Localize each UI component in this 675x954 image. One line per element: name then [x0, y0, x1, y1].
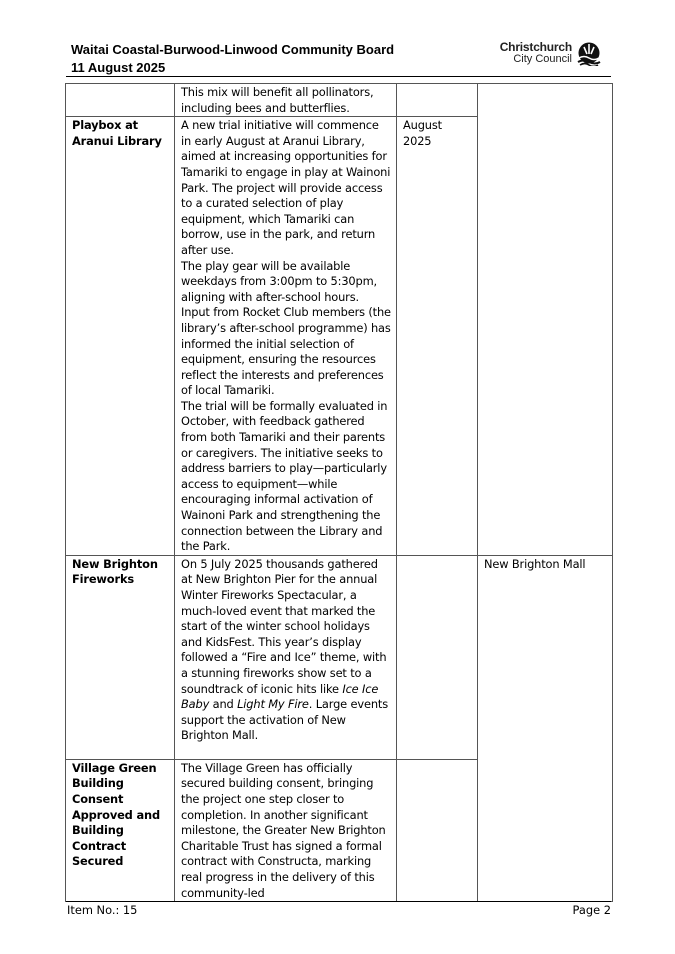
row-description: [175, 759, 397, 901]
header-rule: [66, 76, 611, 77]
row-description: [175, 84, 397, 117]
description-text: . Large events support the activation of New Brighton Mall.: [181, 697, 388, 743]
row-date: [397, 555, 478, 759]
table-row: [66, 84, 613, 117]
row-title: Village Green Building Consent Approved and Building Contract Secured: [66, 759, 175, 901]
description-paragraph: A new trial initiative will commence in early August at Aranui Library, aimed at increasing opportunities for Tamariki to engage in play at Wainoni Park. The project will provide access to a curated selection of play equipment, which Tamariki can borrow, use in the park, and return after use.: [181, 118, 391, 257]
row-date: [397, 759, 478, 901]
row-title: Playbox at Aranui Library: [66, 117, 175, 556]
row-location: New Brighton Mall: [478, 555, 613, 759]
activity-table: [65, 83, 613, 902]
council-logo: [498, 41, 602, 67]
table-row: [66, 555, 613, 759]
page-number: Page 2: [572, 903, 611, 917]
row-location: [478, 84, 613, 117]
description-text: On 5 July 2025 thousands gathered at New Brighton Pier for the annual Winter Fireworks Spectacular, a much-loved event that marked the start of the winter school holidays and KidsFest. This year’s display followed a “Fire and Ice” theme, with a stunning fireworks show set to a soundtrack of iconic hits like: [181, 556, 387, 696]
description-paragraph: The play gear will be available weekdays from 3:00pm to 5:30pm, aligning with after-school hours. Input from Rocket Club members (the library’s after-school programme) has informed the initial selection of equipment, ensuring the resources reflect the interests and preferences of local Tamariki.: [181, 258, 391, 398]
council-emblem-icon: [576, 42, 602, 66]
song-title: Ice Ice Baby: [181, 681, 379, 712]
row-location: [478, 117, 613, 556]
table-row: [66, 117, 613, 556]
description-paragraph: The trial will be formally evaluated in October, with feedback gathered from both Tamariki and their parents or caregivers. The initiative seeks to address barriers to play—particularly access to equipment—while encouraging informal activation of Wainoni Park and strengthening the connection between the Library and the Park.: [181, 398, 388, 554]
row-description: [175, 555, 397, 759]
row-description: [175, 117, 397, 556]
board-name: Waitai Coastal-Burwood-Linwood Community Board: [71, 42, 395, 57]
description-paragraph: This mix will benefit all pollinators, including bees and butterflies.: [181, 85, 374, 115]
logo-text-line1: Christchurch: [499, 40, 572, 54]
row-title: New Brighton Fireworks: [66, 555, 175, 759]
row-date: August 2025: [397, 117, 478, 556]
description-text: and: [209, 697, 238, 712]
table-row: [66, 759, 613, 901]
logo-text-line2: City Council: [513, 53, 572, 65]
row-date: [397, 84, 478, 117]
row-title: [66, 84, 175, 117]
document-header: [71, 41, 394, 77]
description-paragraph: The Village Green has officially secured building consent, bringing the project one step closer to completion. In another significant milestone, the Greater New Brighton Charitable Trust has signed a formal contract with Constructa, marking real progress in the delivery of this community-led: [181, 760, 386, 900]
item-number: Item No.: 15: [67, 903, 138, 917]
meeting-date: 11 August 2025: [71, 60, 166, 75]
footer-rule: [66, 901, 611, 902]
song-title: Light My Fire: [237, 697, 309, 712]
row-location: [478, 759, 613, 901]
